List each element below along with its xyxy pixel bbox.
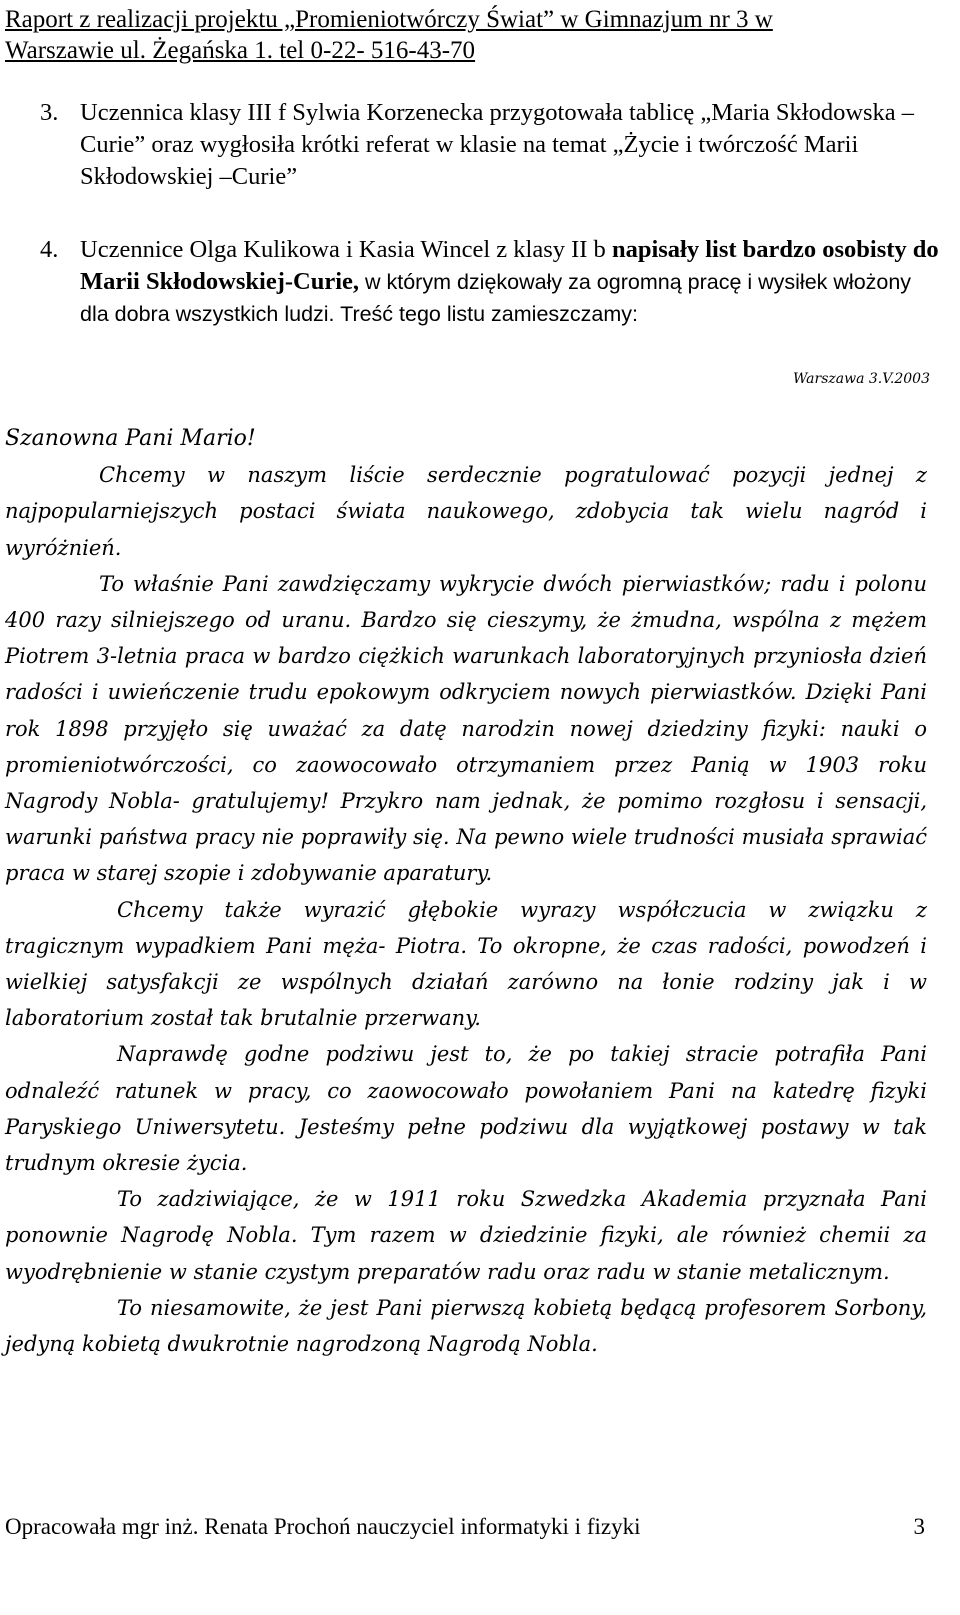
letter-paragraph: Naprawdę godne podziwu jest to, że po takiej stracie potrafiła Pani odnaleźć ratunek w pracy, co zaowocowało powołaniem Pani na katedrę fizyki Paryskiego Uniwersytetu. Jesteśmy pełne podziwu dla wyjątkowej postawy w tak trudnym okresie życia.	[5, 1042, 927, 1176]
footer-author: Opracowała mgr inż. Renata Prochoń nauczyciel informatyki i fizyki	[5, 1514, 641, 1539]
list-item-3	[40, 97, 940, 193]
list-item-text-end: w którym dziękowały za ogromną pracę i wysiłek włożony dla dobra wszystkich ludzi. Treść tego listu zamieszczamy:	[80, 270, 912, 326]
header-line-1: Raport z realizacji projektu „Promieniotwórczy Świat” w Gimnazjum nr 3 w	[5, 6, 773, 33]
letter-body	[5, 421, 927, 1362]
header-line-2: Warszawie ul. Żegańska 1. tel 0-22- 516-43-70	[5, 37, 476, 64]
list-item-text: Uczennica klasy III f Sylwia Korzenecka przygotowała tablicę „Maria Skłodowska –Curie” oraz wygłosiła krótki referat w klasie na temat „Życie i twórczość Marii Skłodowskiej –Curie”	[80, 99, 915, 190]
list-item-4	[40, 234, 940, 330]
letter-paragraph: Chcemy także wyrazić głębokie wyrazy współczucia w związku z tragicznym wypadkiem Pani męża- Piotra. To okropne, że czas radości, powodzeń i wielkiej satysfakcji ze wspólnych działań zarówno na łonie rodziny jak i w laboratorium został tak brutalnie przerwany.	[5, 897, 927, 1031]
letter-paragraph: To zadziwiające, że w 1911 roku Szwedzka Akademia przyznała Pani ponownie Nagrodę Nobla. Tym razem w dziedzinie fizyki, ale również chemii za wyodrębnienie w stanie czystym preparatów radu oraz radu w stanie metalicznym.	[5, 1187, 927, 1284]
document-header	[5, 4, 925, 66]
page-number: 3	[913, 1514, 925, 1539]
letter-paragraph: To niesamowite, że jest Pani pierwszą kobietą będącą profesorem Sorbony, jedyną kobietą dwukrotnie nagrodzoną Nagrodą Nobla.	[5, 1295, 927, 1357]
letter-paragraph: To właśnie Pani zawdzięczamy wykrycie dwóch pierwiastków; radu i polonu 400 razy silniejszego od uranu. Bardzo się cieszymy, że żmudna, wspólna z mężem Piotrem 3-letnia praca w bardzo ciężkich warunkach laboratoryjnych przyniosła dzień radości i uwieńczenie trudu epokowym odkryciem nowych pierwiastków. Dzięki Pani rok 1898 przyjęło się uważać za datę narodzin nowej dziedziny fizyki: nauki o promieniotwórczości, co zaowocowało otrzymaniem przez Panią w 1903 roku Nagrody Nobla- gratulujemy! Przykro nam jednak, że pomimo rozgłosu i sensacji, warunki państwa pracy nie poprawiły się. Na pewno wiele trudności musiała sprawiać praca w starej szopie i zdobywanie aparatury.	[5, 571, 927, 886]
list-item-number: 3.	[40, 99, 59, 126]
list-item-text-start: Uczennice Olga Kulikowa i Kasia Wincel z klasy II b	[80, 236, 612, 263]
letter-paragraph: Chcemy w naszym liście serdecznie pogratulować pozycji jednej z najpopularniejszych postaci świata naukowego, zdobycia tak wielu nagród i wyróżnień.	[5, 463, 927, 560]
list-item-text	[80, 234, 940, 330]
list-item-text-bold: napisały list bardzo osobisty do Marii Skłodowskiej-Curie,	[80, 236, 939, 295]
list-item-number: 4.	[40, 236, 59, 263]
letter-date: Warszawa 3.V.2003	[793, 371, 930, 387]
document-footer	[5, 1512, 925, 1542]
letter-salutation: Szanowna Pani Mario!	[5, 426, 256, 451]
